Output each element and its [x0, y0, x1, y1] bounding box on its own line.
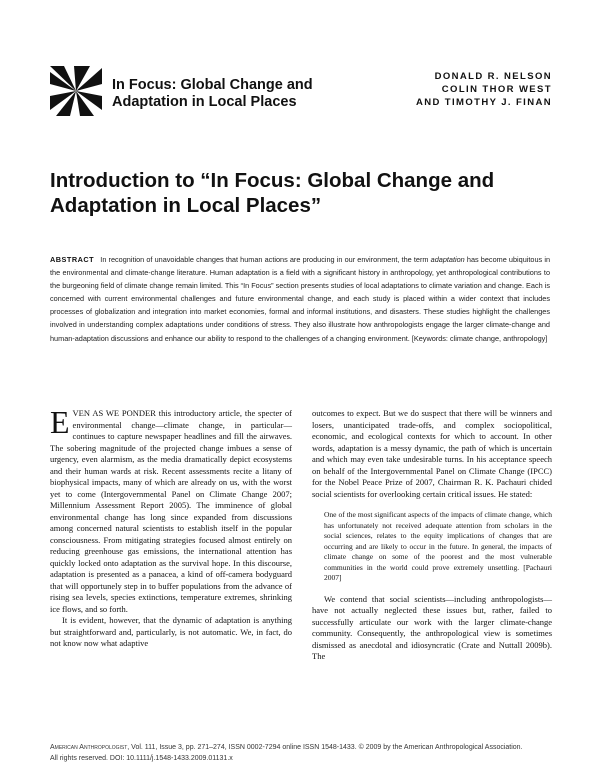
- abstract: [50, 253, 550, 345]
- author-2: COLIN THOR WEST: [441, 84, 552, 95]
- abstract-label: ABSTRACT: [50, 255, 95, 264]
- in-focus-logo-icon: [50, 66, 102, 116]
- body-column-left: [50, 404, 292, 650]
- author-1: DONALD R. NELSON: [434, 71, 552, 82]
- article-title: [50, 168, 550, 218]
- block-quote: One of the most significant aspects of the impacts of climate change, which has unfortunately not received adequate attention from scholars in the social sciences, relates to the equity implications of changes that are occurring and are likely to occur in the future. In general, the impacts of climate change on some of the poorest and the most vulnerable communities in the world could prove extremely unsettling. [Pachauri 2007]: [324, 510, 552, 582]
- author-list: [416, 70, 552, 109]
- footer-line-2: All rights reserved. DOI: 10.1111/j.1548-1433.2009.01131.x: [50, 755, 233, 762]
- opening-smallcaps: VEN AS WE PONDER: [72, 408, 156, 418]
- footer-line-1: [50, 742, 560, 753]
- article-title-line-1: Introduction to “In Focus: Global Change and: [50, 169, 495, 192]
- journal-name: American Anthropologist: [50, 744, 128, 751]
- series-title-line-1: In Focus: Global Change and: [112, 77, 313, 93]
- series-title: [112, 77, 372, 111]
- body-paragraph-4: We contend that social scientists—including anthropologists—have not actually neglected these issues but, rather, failed to successfully articulate our work with the larger climate-change community. Consequently, the anthropological view is sometimes dismissed as anecdotal and idiosyncratic (Crate and Nuttall 2009b). The: [312, 593, 552, 661]
- series-title-line-2: Adaptation in Local Places: [112, 94, 297, 110]
- drop-cap: E: [50, 404, 70, 440]
- abstract-italic-term: adaptation: [430, 255, 465, 264]
- article-title-line-2: Adaptation in Local Places”: [50, 194, 322, 217]
- body-paragraph-1-text: this introductory article, the specter of environmental change—climate change, in particular—continues to capture newspaper headlines and fill the airwaves. The sobering magnitude of the projected change imbues a sense of urgency, even alarmism, as the media dramatically depict ecosystems and their human wards at risk. Recent assessments recite a litany of biophysical impacts, many of which are already on us, with the worst yet to come (Intergovernmental Panel on Climate Change 2007; Millennium Assessment Report 2005). The imminence of global environmental change has long since expanded from discussions among concerned natural scientists to establish itself in the popular consciousness. From mitigating strategies focused almost entirely on reducing greenhouse gas emissions, the international attention has quickly locked onto adaptation as the survival hope. In this discourse, adaptation is presented as a panacea, a kind of off-camera bodyguard that will opportunely step in to buffer populations from the advance of rising sea levels, species extinctions, temperature extremes, shrinking ice flows, and so forth.: [50, 408, 292, 614]
- citation-details: , Vol. 111, Issue 3, pp. 271–274, ISSN 0002-7294 online ISSN 1548-1433. © 2009 by the American Anthropological Association.: [127, 744, 523, 751]
- abstract-text-1: In recognition of unavoidable changes that human actions are producing in our environment, the term: [100, 255, 429, 264]
- body-paragraph-1: [50, 404, 292, 615]
- author-3: AND TIMOTHY J. FINAN: [415, 97, 552, 108]
- body-paragraph-2: It is evident, however, that the dynamic of adaptation is anything but straightforward and, particularly, is not automatic. We, in fact, do not know now what adaptive: [50, 615, 292, 648]
- body-column-right: [312, 408, 552, 663]
- footer-citation: [50, 742, 560, 764]
- abstract-text-2: has become ubiquitous in the environmental and climate-change literature. Human adaptation is a field with a significant history in anthropology, yet anthropological contributions to the burgeoning field of climate change remain limited. This “In Focus” section presents studies of local adaptations to climate variation and change. Each is concerned with current environmental challenges and future environmental change, and each study is placed within a wider context that includes processes of globalization and integration into market economies, formal and informal institutions, and disasters. These studies highlight the challenges involved in understanding complex adaptations under conditions of stress. They also illustrate how anthropologists engage the larger climate-change and human-adaptation discussions and enhance our ability to respond to the challenges of a changing environment. [Keywords: climate change, anthropology]: [50, 255, 550, 343]
- body-paragraph-3: outcomes to expect. But we do suspect that there will be winners and losers, unanticipated trade-offs, and complex sociopolitical, economic, and ecological contexts for which to account. In other words, adaptation is a messy dynamic, the path of which is uncertain and which may even take undesirable turns. In his acceptance speech on behalf of the Intergovernmental Panel on Climate Change (IPCC) for the Nobel Peace Prize of 2007, Chairman R. K. Pachauri chided social scientists for overlooking certain critical issues. He stated:: [312, 408, 552, 499]
